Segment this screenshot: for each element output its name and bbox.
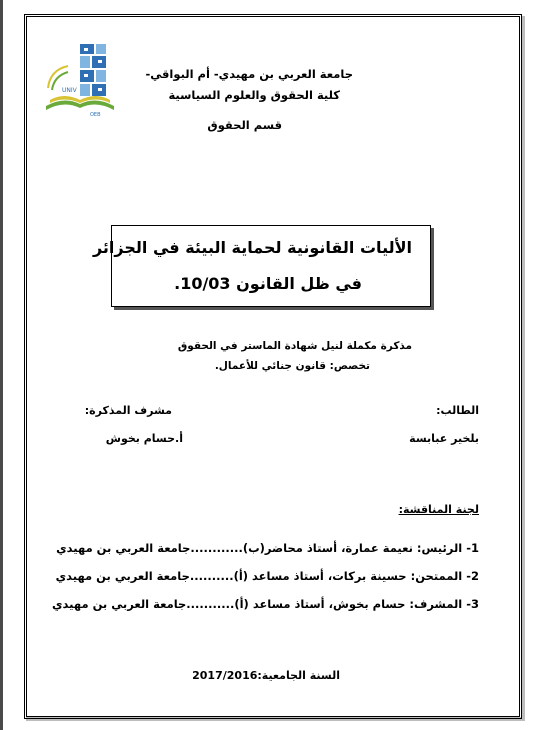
jury-member-examiner: 2- الممتحن: حسينة بركات، أستاذ مساعد (أ)..........جامعة العربي بن مهيدي <box>55 569 479 583</box>
jury-member-supervisor: 3- المشرف: حسام بخوش، أستاذ مساعد (أ)...........جامعة العربي بن مهيدي <box>51 597 479 611</box>
student-name: بلخير عبابسة <box>409 432 479 445</box>
svg-text:UNIV: UNIV <box>62 87 77 94</box>
thesis-title-line2: في ظل القانون 10/03. <box>174 274 362 293</box>
student-label: الطالب: <box>436 404 479 417</box>
faculty-name: كلية الحقوق والعلوم السياسية <box>168 88 340 102</box>
jury-member-president: 1- الرئيس: نعيمة عمارة، أستاذ محاضر(ب)............جامعة العربي بن مهيدي <box>56 541 479 555</box>
thesis-title-box <box>92 225 431 307</box>
university-logo-icon <box>40 40 120 122</box>
supervisor-name: أ.حسام بخوش <box>105 432 183 445</box>
thesis-title-line1: الأليات القانونية لحماية البيئة في الجزائر <box>92 238 412 257</box>
page-edge-rule <box>0 0 3 730</box>
specialization: تخصص: قانون جنائي للأعمال. <box>214 360 370 372</box>
university-name: جامعة العربي بن مهيدي- أم البواقي- <box>145 67 353 81</box>
academic-year: السنة الجامعية:2017/2016 <box>192 669 340 682</box>
jury-title: لجنة المناقشة: <box>398 503 479 516</box>
supervisor-label: مشرف المذكرة: <box>84 404 172 417</box>
thesis-purpose: مذكرة مكملة لنيل شهادة الماستر في الحقوق <box>177 340 412 352</box>
svg-text:OEB: OEB <box>90 112 101 118</box>
department-name: قسم الحقوق <box>207 118 282 132</box>
